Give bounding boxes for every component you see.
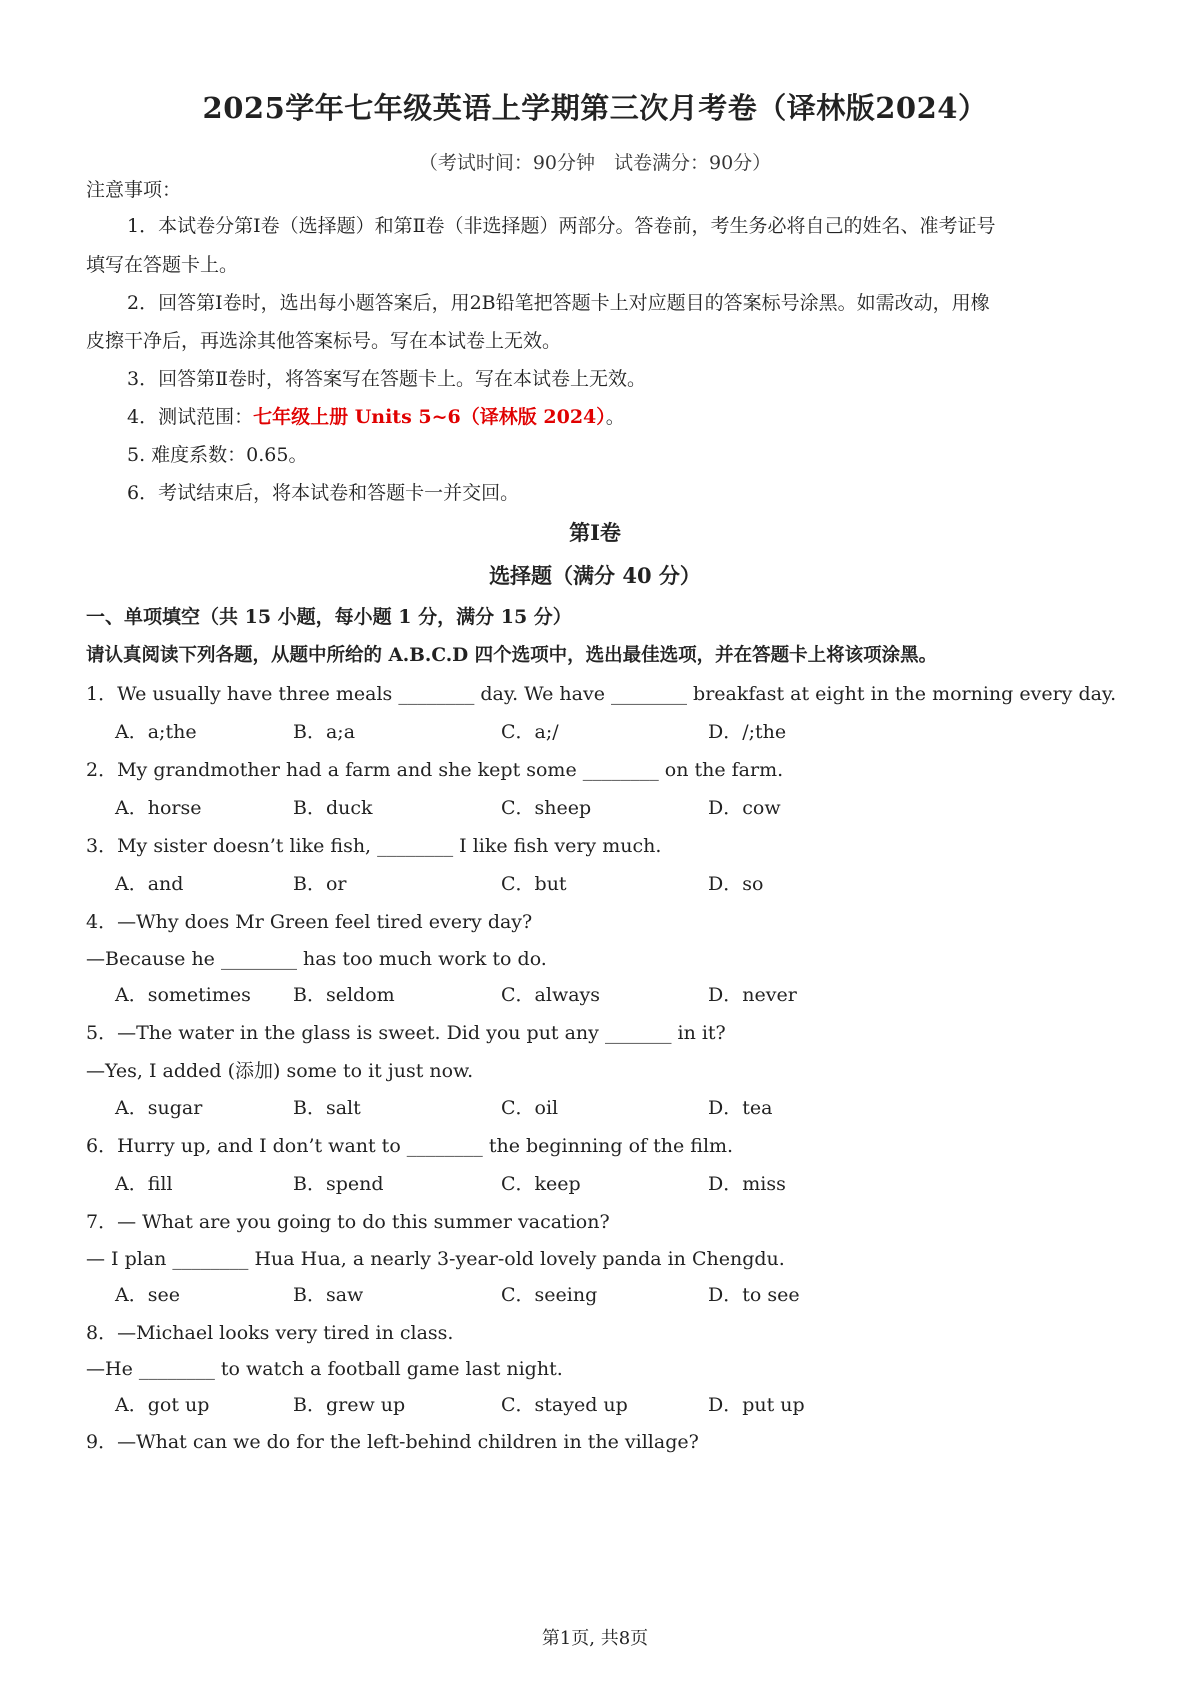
notes-heading: 注意事项： (86, 179, 182, 201)
question-stem: 6．Hurry up, and I don’t want to ________ the beginning of the film. (86, 1135, 734, 1157)
exam-info: （考试时间：90分钟 试卷满分：90分） (418, 152, 772, 174)
option-a: A．got up (115, 1394, 210, 1416)
note-item-6: 6．考试结束后，将本试卷和答题卡一并交回。 (127, 482, 520, 504)
option-c: C．but (501, 873, 567, 895)
question-stem: 9．—What can we do for the left-behind children in the village? (86, 1431, 699, 1453)
option-d: D．to see (708, 1284, 800, 1306)
option-b: B．seldom (293, 984, 395, 1006)
note-item-3: 3．回答第Ⅱ卷时，将答案写在答题卡上。写在本试卷上无效。 (127, 368, 647, 390)
question-stem-line2: —Because he ________ has too much work to do. (86, 948, 547, 970)
section-title: 一、单项填空（共 15 小题，每小题 1 分，满分 15 分） (86, 606, 572, 628)
option-b: B．a;a (293, 721, 356, 743)
page-title: 2025学年七年级英语上学期第三次月考卷（译林版2024） (202, 91, 988, 125)
option-d: D．never (708, 984, 797, 1006)
option-d: D．so (708, 873, 764, 895)
page-number: 第1页, 共8页 (541, 1628, 649, 1649)
option-c: C．keep (501, 1173, 581, 1195)
part-subtitle: 选择题（满分 40 分） (489, 563, 701, 588)
option-b: B．grew up (293, 1394, 406, 1416)
option-a: A．sugar (115, 1097, 203, 1119)
option-b: B．spend (293, 1173, 384, 1195)
question-stem: 7．— What are you going to do this summer vacation? (86, 1211, 610, 1233)
option-a: A．and (115, 873, 184, 895)
note-item-2-cont: 皮擦干净后，再选涂其他答案标号。写在本试卷上无效。 (86, 330, 562, 352)
option-a: A．a;the (115, 721, 197, 743)
question-stem: 4．—Why does Mr Green feel tired every day? (86, 911, 533, 933)
note-item-2: 2．回答第Ⅰ卷时，选出每小题答案后，用2B铅笔把答题卡上对应题目的答案标号涂黑。如需改动，用橡 (127, 292, 990, 314)
option-d: D．tea (708, 1097, 773, 1119)
question-stem-line2: —Yes, I added (添加) some to it just now. (86, 1060, 474, 1082)
question-stem: 3．My sister doesn’t like fish, ________ I like fish very much. (86, 835, 662, 857)
option-d: D．put up (708, 1394, 805, 1416)
option-c: C．seeing (501, 1284, 598, 1306)
note-item-1-cont: 填写在答题卡上。 (86, 254, 239, 276)
option-a: A．horse (115, 797, 202, 819)
option-b: B．or (293, 873, 347, 895)
option-c: C．always (501, 984, 601, 1006)
question-stem: 1．We usually have three meals ________ day. We have ________ breakfast at eight in the morning every day. (86, 683, 1117, 705)
note-item-4-prefix: 4．测试范围： (127, 406, 254, 428)
option-b: B．duck (293, 797, 373, 819)
option-d: D．/;the (708, 721, 787, 743)
note-item-4-suffix: 。 (605, 406, 625, 428)
question-stem-line2: — I plan ________ Hua Hua, a nearly 3-year-old lovely panda in Chengdu. (86, 1248, 785, 1270)
test-scope: 七年级上册 Units 5~6（译林版 2024） (253, 406, 606, 428)
option-a: A．see (115, 1284, 180, 1306)
option-c: C．sheep (501, 797, 592, 819)
question-stem: 5．—The water in the glass is sweet. Did you put any _______ in it? (86, 1022, 726, 1044)
note-item-1: 1．本试卷分第Ⅰ卷（选择题）和第Ⅱ卷（非选择题）两部分。答卷前，考生务必将自己的姓名、准考证号 (127, 215, 996, 237)
question-stem: 8．—Michael looks very tired in class. (86, 1322, 454, 1344)
question-stem-line2: —He ________ to watch a football game last night. (86, 1358, 563, 1380)
section-instruction: 请认真阅读下列各题，从题中所给的 A.B.C.D 四个选项中，选出最佳选项，并在答题卡上将该项涂黑。 (86, 645, 938, 666)
question-stem: 2．My grandmother had a farm and she kept some ________ on the farm. (86, 759, 784, 781)
option-b: B．salt (293, 1097, 361, 1119)
option-d: D．cow (708, 797, 781, 819)
option-b: B．saw (293, 1284, 364, 1306)
option-a: A．sometimes (115, 984, 251, 1006)
option-c: C．stayed up (501, 1394, 628, 1416)
note-item-4 (127, 404, 625, 430)
option-a: A．fill (115, 1173, 173, 1195)
volume-heading: 第Ⅰ卷 (569, 520, 621, 545)
option-c: C．a;/ (501, 721, 559, 743)
note-item-5: 5. 难度系数：0.65。 (127, 444, 308, 466)
option-c: C．oil (501, 1097, 559, 1119)
option-d: D．miss (708, 1173, 786, 1195)
